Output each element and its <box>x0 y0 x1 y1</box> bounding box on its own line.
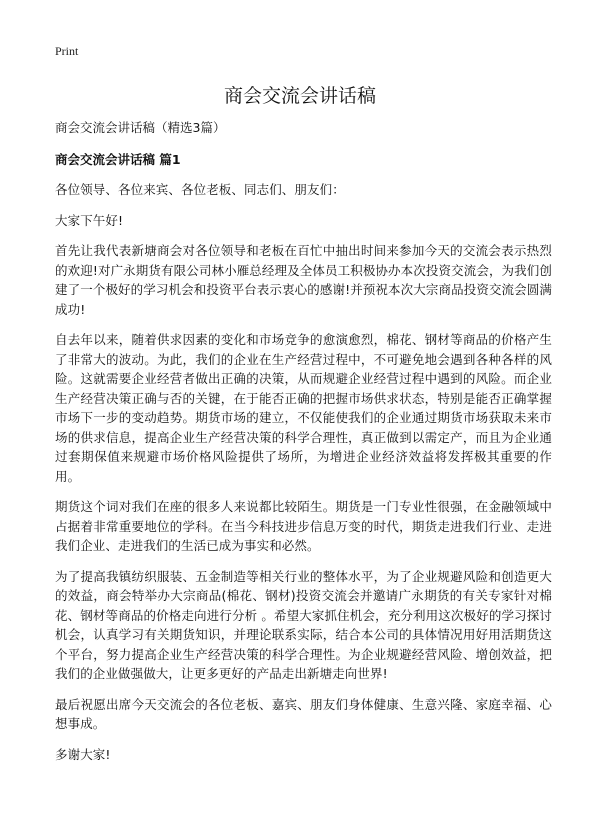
print-link[interactable]: Print <box>55 44 79 58</box>
document-body <box>55 118 552 775</box>
paragraph-welcome: 首先让我代表新塘商会对各位领导和老板在百忙中抽出时间来参加今天的交流会表示热烈的欢迎!对广永期货有限公司林小雁总经理及全体员工积极协办本次投资交流会，为我们创建了一个极好的学习机会和投资平台表示衷心的感谢!并预祝本次大宗商品投资交流会圆满成功! <box>55 243 552 317</box>
paragraph-good-afternoon: 大家下午好! <box>55 212 124 228</box>
paragraph-market-risk: 自去年以来，随着供求因素的变化和市场竞争的愈演愈烈，棉花、钢材等商品的价格产生了非常大的波动。为此，我们的企业在生产经营过程中，不可避免地会遇到各种各样的风险。这就需要企业经营者做出正确的决策，从而规避企业经营过程中遇到的风险。而企业生产经营决策正确与否的关键，在于能否正确的把握市场供求状态，特别是能否正确掌握市场下一步的变动趋势。期货市场的建立，不仅能使我们的企业通过期货市场获取未来市场的供求信息，提高企业生产经营决策的科学合理性，真正做到以需定产，而且为企业通过套期保值来规避市场价格风险提供了场所，为增进企业经济效益将发挥极其重要的作用。 <box>55 332 552 484</box>
paragraph-futures-intro: 期货这个词对我们在座的很多人来说都比较陌生。期货是一门专业性很强，在金融领域中占据着非常重要地位的学科。在当今科技进步信息万变的时代，期货走进我们行业、走进我们企业、走进我们的生活已成为事实和必然。 <box>55 499 552 553</box>
page-title: 商会交流会讲话稿 <box>223 85 376 107</box>
paragraph-thanks: 多谢大家! <box>55 746 111 762</box>
document-subtitle: 商会交流会讲话稿（精选3篇） <box>55 120 226 135</box>
paragraph-greeting: 各位领导、各位来宾、各位老板、同志们、朋友们： <box>55 182 345 197</box>
section-heading: 商会交流会讲话稿 篇1 <box>55 152 181 167</box>
paragraph-exchange-purpose: 为了提高我镇纺织服装、五金制造等相关行业的整体水平，为了企业规避风险和创造更大的效益，商会特举办大宗商品(棉花、钢材)投资交流会并邀请广永期货的有关专家针对棉花、钢材等商品的价格走向进行分析 。希望大家抓住机会，充分利用这次极好的学习探讨机会，认真学习有关期货知识，并理论联系实际，结合本公司的具体情况用好用活期货这个平台，努力提高企业生产经营决策的科学合理性。为企业规避经营风险、增创效益，把我们的企业做强做大，让更多更好的产品走出新塘走向世界! <box>55 568 552 681</box>
paragraph-blessing: 最后祝愿出席今天交流会的各位老板、嘉宾、朋友们身体健康、生意兴隆、家庭幸福、心想事成。 <box>55 696 552 731</box>
